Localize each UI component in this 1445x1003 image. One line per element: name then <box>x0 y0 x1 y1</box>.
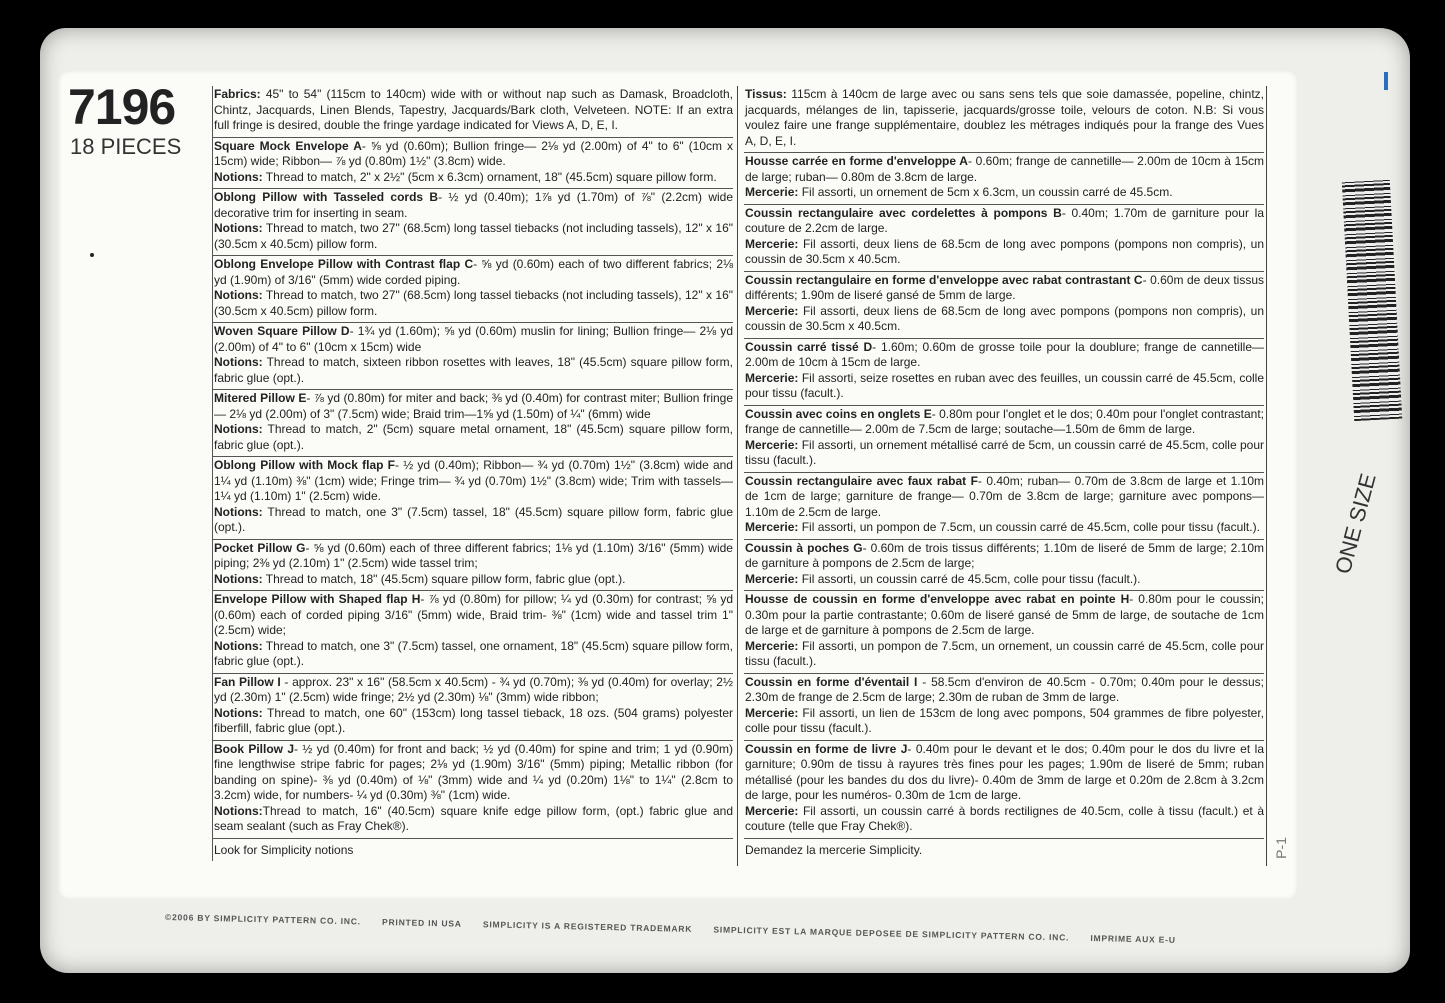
block-title: Tissus: <box>745 87 787 101</box>
block-title: Coussin en forme de livre J <box>745 741 908 756</box>
dot-mark <box>90 253 94 257</box>
notions-label: Notions: <box>214 169 263 184</box>
notions-text: Fil assorti, un ornement métallisé carré de 5cm, un coussin carré de 45.5cm, colle pour tissu (facult.). <box>745 437 1264 467</box>
english-block <box>213 741 733 839</box>
block-text: - ⅞ yd (0.80m) for miter and back; ⅜ yd (0.40m) for contrast miter; Bullion fringe— 2⅛ yd (2.00m) of 3" (7.5cm) wide; Braid trim—1⅝ yd (1.50m) of ¼" (6mm) wide <box>214 391 734 421</box>
english-block <box>213 390 733 457</box>
look-for-notions: Look for Simplicity notions <box>214 842 354 857</box>
french-block <box>744 674 1264 741</box>
trademark-fr: SIMPLICITY EST LA MARQUE DEPOSEE DE SIMPLICITY PATTERN CO. INC. <box>713 924 1070 943</box>
block-text: 115cm à 140cm de large avec ou sans sens tels que soie damassée, popeline, chintz, jacquards, mélanges de lin, tapisserie, jacquards/grosse toile, velours de coton. N.B: Si vous voulez faire une frange supplémentaire, doublez les métrages indiqués pour la frange des Vues A, D, E, I. <box>745 87 1264 148</box>
notions-text: Thread to match, sixteen ribbon rosettes with leaves, 18" (45.5cm) square pillow form, fabric glue (opt.). <box>214 355 733 385</box>
block-text: 45" to 54" (115cm to 140cm) wide with or without nap such as Damask, Broadcloth, Chintz, Jacquards, Linen Blends, Tapestry, Jacquards/Bark cloth, Velveteen. NOTE: If an extra full fringe is desired, double the fringe yardage indicated for Views A, D, E, I. <box>214 87 733 132</box>
notions-text: Fil assorti, un pompon de 7.5cm, un ornement, un coussin carré de 45.5cm, colle pour tissu (facult.). <box>745 638 1264 668</box>
block-title: Oblong Pillow with Tasseled cords B <box>214 190 439 204</box>
pieces-count: 18 PIECES <box>70 134 182 159</box>
english-block <box>213 86 733 138</box>
french-column <box>744 86 1264 861</box>
notions-label: Mercerie: <box>745 370 799 385</box>
english-block <box>213 138 733 190</box>
notions-label: Notions: <box>214 571 263 586</box>
notions-label: Notions: <box>214 221 263 235</box>
block-text: - 0.60m; frange de cannetille— 2.00m de 10cm à 15cm de large; ruban— 0.80m de 3.8cm de large. <box>745 154 1264 184</box>
notions-label: Mercerie: <box>745 705 799 720</box>
french-block <box>744 473 1264 540</box>
notions-label: Notions: <box>214 504 263 519</box>
notions-text: Thread to match, 2" (5cm) square metal ornament, 18" (45.5cm) square pillow form, fabric glue (opt.). <box>214 422 733 452</box>
block-title: Fan Pillow I <box>214 674 281 689</box>
block-text: - ⅝ yd (0.60m); Bullion fringe— 2⅛ yd (2.00m) of 4" to 6" (10cm x 15cm) wide; Ribbon— ⅞ yd (0.80m) 1½" (3.8cm) wide. <box>214 138 733 168</box>
block-title: Housse carrée en forme d'enveloppe A <box>745 154 968 168</box>
notions-text: Thread to match, 18" (45.5cm) square pillow form, fabric glue (opt.). <box>262 571 626 586</box>
notions-label: Notions: <box>214 638 263 653</box>
block-title: Coussin rectangulaire en forme d'enveloppe avec rabat contrastant C <box>745 272 1143 287</box>
notions-label: Notions: <box>214 422 263 436</box>
french-block <box>744 205 1264 272</box>
english-block <box>213 674 733 741</box>
block-title: Coussin en forme d'éventail I <box>745 674 918 689</box>
block-text: - ½ yd (0.40m); 1⅞ yd (1.70m) of ⅞" (2.2cm) wide decorative trim for inserting in seam. <box>214 190 733 220</box>
block-text: - 0.40m; 1.70m de garniture pour la couture de 2.2cm de large. <box>745 205 1264 235</box>
notions-text: Fil assorti, deux liens de 68.5cm de long avec pompons (pompons non compris), un coussin de 30.5cm x 40.5cm. <box>745 303 1264 333</box>
copyright: ©2006 BY SIMPLICITY PATTERN CO. INC. <box>164 912 362 927</box>
notions-label: Mercerie: <box>745 185 799 199</box>
block-text: - 0.40m; ruban— 0.70m de 3.8cm de large et 1.10m de 1cm de large; garniture de frange— 0.70m de 3.8cm de large; garniture avec pompons— 1.10m de 2.5cm de large. <box>745 473 1264 519</box>
notions-label: Mercerie: <box>745 303 799 318</box>
block-title: Coussin rectangulaire avec faux rabat F <box>745 473 978 488</box>
french-block <box>744 406 1264 473</box>
notions-text: Fil assorti, un ornement de 5cm x 6.3cm, un coussin carré de 45.5cm. <box>798 185 1173 199</box>
notions-label: Mercerie: <box>745 571 799 586</box>
english-block <box>213 189 733 256</box>
notions-label: Mercerie: <box>745 520 799 534</box>
block-title: Envelope Pillow with Shaped flap H <box>214 592 421 606</box>
french-block <box>744 540 1264 592</box>
block-text: - 1¾ yd (1.60m); ⅝ yd (0.60m) muslin for lining; Bullion fringe— 2⅛ yd (2.00m) of 4" to 6" (10cm x 15cm) wide <box>214 324 734 354</box>
english-block <box>213 591 733 674</box>
notions-label: Mercerie: <box>745 437 799 452</box>
block-text: - ⅝ yd (0.60m) each of two different fabrics; 2⅛ yd (1.90m) of 3/16" (5mm) wide corded piping. <box>214 257 734 287</box>
block-title: Mitered Pillow E <box>214 391 307 405</box>
notions-label: Mercerie: <box>745 803 799 818</box>
french-block <box>744 339 1264 406</box>
notions-label: Notions: <box>214 705 263 720</box>
block-text: - 1.60m; 0.60m de grosse toile pour la doublure; frange de cannetille— 2.00m de 10cm à 15cm de large. <box>745 339 1265 369</box>
printed-in: PRINTED IN USA <box>381 916 462 929</box>
trademark-en: SIMPLICITY IS A REGISTERED TRADEMARK <box>482 919 693 934</box>
notions-text: Thread to match, 2" x 2½" (5cm x 6.3cm) ornament, 18" (45.5cm) square pillow form. <box>262 169 717 184</box>
block-text: - 0.40m pour le devant et le dos; 0.40m pour le dos du livre et la garniture; 0.90m de tissu à rayures très fines pour les pages; 1.90m de liseré de 5mm; ruban métallisé (pour les bandes du dos du livre)- 0.40m de 3mm de large et 0.20m de 2.8cm à 3.2cm de large, pour les numéros- 0.30m de 1cm de large. <box>745 741 1264 802</box>
notions-text: Thread to match, 16" (40.5cm) square knife edge pillow form, (opt.) fabric glue and seam sealant (such as Fray Chek®). <box>214 803 733 833</box>
block-text: - 0.80m pour l'onglet et le dos; 0.40m pour l'onglet contrastant; frange de cannetille— 2.00m de 7.5cm de large; soutache—1.50m de 6mm de large. <box>745 406 1264 436</box>
block-title: Coussin à poches G <box>745 540 863 555</box>
notions-text: Fil assorti, un coussin carré de 45.5cm, colle pour tissu (facult.). <box>798 571 1141 586</box>
french-block <box>744 591 1264 674</box>
french-block <box>744 272 1264 339</box>
english-block <box>213 457 733 540</box>
block-title: Pocket Pillow G <box>214 540 306 555</box>
notions-text: Fil assorti, un coussin carré à bords rectilignes de 40.5cm, colle à tissu (facult.) et à couture (telle que Fray Chek®). <box>745 803 1264 833</box>
notions-label: Notions: <box>214 803 263 818</box>
blue-mark <box>1384 72 1388 90</box>
notions-text: Fil assorti, deux liens de 68.5cm de long avec pompons (pompons non compris), un coussin de 30.5cm x 40.5cm. <box>745 236 1264 266</box>
french-block <box>744 153 1264 205</box>
notions-text: Thread to match, one 3" (7.5cm) tassel, 18" (45.5cm) square pillow form, fabric glue (opt.). <box>214 504 733 534</box>
english-block <box>213 323 733 390</box>
notions-label: Mercerie: <box>745 236 799 251</box>
notions-text: Fil assorti, un pompon de 7.5cm, un coussin carré de 45.5cm, colle pour tissu (facult.). <box>798 520 1260 534</box>
french-block <box>744 741 1264 839</box>
notions-label: Notions: <box>214 288 263 302</box>
column-divider <box>737 86 738 866</box>
notions-label: Mercerie: <box>745 638 799 653</box>
block-title: Coussin carré tissé D <box>745 339 873 354</box>
notions-text: Thread to match, two 27" (68.5cm) long tassel tiebacks (not including tassels), 12" x 16" (30.5cm x 40.5cm) pillow form. <box>214 288 733 318</box>
notions-text: Thread to match, one 3" (7.5cm) tassel, one ornament, 18" (45.5cm) square pillow form, fabric glue (opt.). <box>214 638 733 668</box>
block-title: Square Mock Envelope A <box>214 138 362 153</box>
size-label: ONE SIZE <box>1330 470 1381 577</box>
pattern-number: 7196 <box>68 79 176 135</box>
block-text: - ⅞ yd (0.80m) for pillow; ¼ yd (0.30m) for contrast; ⅝ yd (0.60m) each of corded piping 3/16" (5mm) wide, Braid trim- ⅜" (1cm) wide and tassel trim 1" (2.5cm) wide; <box>214 592 734 637</box>
block-text: - 0.60m de trois tissus différents; 1.10m de liseré de 5mm de large; 2.10m de garniture à pompons de 2.5cm de large; <box>745 540 1265 570</box>
page-mark: P-1 <box>1272 837 1289 859</box>
block-title: Housse de coussin en forme d'enveloppe avec rabat en pointe H <box>745 592 1130 606</box>
english-column <box>212 86 733 861</box>
block-title: Book Pillow J <box>214 741 294 756</box>
right-border <box>1266 86 1267 866</box>
english-block <box>213 540 733 592</box>
block-title: Oblong Envelope Pillow with Contrast flap C <box>214 257 474 271</box>
notions-label: Notions: <box>214 355 263 369</box>
block-text: - ⅝ yd (0.60m) each of three different fabrics; 1⅛ yd (1.10m) 3/16" (5mm) wide piping; 2⅜ yd (2.10m) 1" (2.5cm) wide tassel trim; <box>214 540 733 570</box>
notions-text: Fil assorti, un lien de 153cm de long avec pompons, 504 grammes de fibre polyester, colle pour tissu (facult.). <box>745 705 1264 735</box>
block-title: Coussin avec coins en onglets E <box>745 406 932 421</box>
block-title: Fabrics: <box>214 87 261 101</box>
block-text: - 0.60m de deux tissus différents; 1.90m de liseré gansé de 5mm de large. <box>745 272 1264 302</box>
block-title: Coussin rectangulaire avec cordelettes à pompons B <box>745 205 1062 220</box>
block-text: - ½ yd (0.40m) for front and back; ½ yd (0.40m) for spine and trim; 1 yd (0.90m) fine lengthwise stripe fabric for pages; 2⅛ yd (1.90m) 3/16" (5mm) piping; Metallic ribbon (for banding on spine)- ⅜ yd (0.40m) of ⅛" (3mm) wide and ¼ yd (0.20m) 1⅛" to 1¼" (2.8cm to 3.2cm) wide, for numbers- ¼ yd (0.30m) ⅜" (1cm) wide. <box>214 741 733 802</box>
block-text: - 0.80m pour le coussin; 0.30m pour la partie contrastante; 0.60m de liseré gansé de 5mm de large, de soutache de 1cm de large et de garniture à pompons de 2.5cm de large. <box>745 592 1265 637</box>
notions-text: Fil assorti, seize rosettes en ruban avec des feuilles, un coussin carré de 45.5cm, colle pour tissu (facult.). <box>745 370 1264 400</box>
notions-text: Thread to match, one 60" (153cm) long tassel tieback, 18 ozs. (504 grams) polyester fiberfill, fabric glue (opt.). <box>214 705 733 735</box>
notions-text: Thread to match, two 27" (68.5cm) long tassel tiebacks (not including tassels), 12" x 16" (30.5cm x 40.5cm) pillow form. <box>214 221 733 251</box>
block-text: - ½ yd (0.40m); Ribbon— ¾ yd (0.70m) 1½" (3.8cm) wide and 1¼ yd (1.10m) ⅜" (1cm) wide; Fringe trim— ¾ yd (0.70m) 1½" (3.8cm) wide; Trim with tassels— 1¼ yd (1.10m) 1" (2.5cm) wide. <box>214 458 733 503</box>
imprime: IMPRIME AUX E-U <box>1090 933 1176 945</box>
look-for-notions: Demandez la mercerie Simplicity. <box>745 842 923 857</box>
block-text: - 58.5cm d'environ de 40.5cm - 0.70m; 0.40m pour le dessus; 2.30m de frange de 2.5cm de large; 2.30m de ruban de 3mm de large. <box>745 674 1264 704</box>
block-title: Oblong Pillow with Mock flap F <box>214 458 396 472</box>
block-title: Woven Square Pillow D <box>214 324 350 338</box>
french-block <box>744 86 1264 153</box>
block-text: - approx. 23" x 16" (58.5cm x 40.5cm) - ¾ yd (0.70m); ⅜ yd (0.40m) for overlay; 2½ yd (2.30m) 1" (2.5cm) wide fringe; 2½ yd (2.30m) ⅛" (3mm) wide ribbon; <box>214 674 733 704</box>
english-block <box>213 256 733 323</box>
